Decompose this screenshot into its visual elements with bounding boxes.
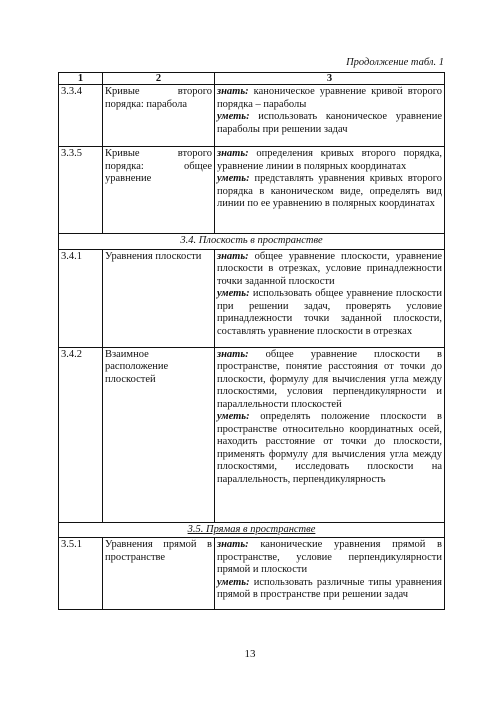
table-body — [59, 85, 445, 610]
table-row — [59, 249, 445, 347]
know-label: знать: — [217, 250, 249, 262]
can-block — [217, 173, 442, 211]
row-number: 3.4.2 — [59, 347, 103, 522]
table-row — [59, 147, 445, 234]
row-competences — [215, 347, 445, 522]
know-label: знать: — [217, 148, 249, 159]
row-number: 3.5.1 — [59, 538, 103, 610]
row-number: 3.3.5 — [59, 147, 103, 234]
table-row — [59, 85, 445, 147]
column-header-1: 1 — [59, 73, 103, 85]
can-label: уметь: — [217, 411, 250, 422]
row-competences — [215, 147, 445, 234]
know-label: знать: — [217, 348, 249, 360]
can-block — [217, 411, 442, 486]
row-topic: Кривые второго порядка: общее уравнение — [103, 147, 215, 234]
curriculum-table — [58, 72, 445, 610]
table-row — [59, 347, 445, 522]
can-text: использовать общее уравнение плоскости при решении задач, проверять условие принадлежности точки заданной плоскости, составлять уравнение плоскости в отрезках — [217, 288, 442, 337]
know-text: общее уравнение плоскости в пространстве, понятие расстояния от точки до плоскости, формулу для вычисления угла между плоскостями, условия перпендикулярности и параллельности плоскостей — [217, 348, 442, 410]
section-header-row — [59, 234, 445, 250]
table-row — [59, 538, 445, 610]
can-block — [217, 111, 442, 136]
can-label: уметь: — [217, 111, 250, 122]
row-topic: Уравнения прямой в пространстве — [103, 538, 215, 610]
row-competences — [215, 85, 445, 147]
know-label: знать: — [217, 86, 249, 97]
column-header-2: 2 — [103, 73, 215, 85]
know-text: каноническое уравнение кривой второго порядка – параболы — [217, 86, 442, 110]
can-label: уметь: — [217, 576, 250, 588]
section-header-row — [59, 522, 445, 538]
know-text: канонические уравнения прямой в пространстве, условие перпендикулярности прямой и плоскости — [217, 539, 442, 575]
can-label: уметь: — [217, 173, 250, 184]
know-block — [217, 251, 442, 289]
know-block — [217, 539, 442, 577]
know-block — [217, 86, 442, 111]
row-number: 3.3.4 — [59, 85, 103, 147]
know-block — [217, 148, 442, 173]
page-number: 13 — [244, 648, 256, 660]
can-block — [217, 577, 442, 602]
row-topic: Кривые второго порядка: парабола — [103, 85, 215, 147]
table-header-row — [59, 73, 445, 85]
know-label: знать: — [217, 539, 249, 550]
row-topic: Уравнения плоскости — [103, 249, 215, 347]
table-caption: Продолжение табл. 1 — [346, 57, 444, 68]
row-competences — [215, 249, 445, 347]
section-title-text: 3.5. Прямая в пространстве — [187, 523, 316, 535]
section-title — [59, 522, 445, 538]
know-block — [217, 349, 442, 412]
know-text: определения кривых второго порядка, уравнение линии в полярных координатах — [217, 148, 442, 172]
can-text: определять положение плоскости в пространстве относительно координатных осей, находить расстояние от точки до плоскости, применять формулу для вычисления угла между плоскостями, исследовать плоскости на параллельность, перпендикулярность — [217, 411, 442, 485]
can-block — [217, 288, 442, 338]
know-text: общее уравнение плоскости, уравнение плоскости в отрезках, условие принадлежности точки заданной плоскости — [217, 250, 442, 287]
can-text: представлять уравнения кривых второго порядка в каноническом виде, определять вид линии по ее уравнению в полярных координатах — [217, 173, 442, 209]
row-topic: Взаимное расположение плоскостей — [103, 347, 215, 522]
can-label: уметь: — [217, 288, 250, 299]
can-text: использовать каноническое уравнение параболы при решении задач — [217, 111, 442, 135]
section-title-text: 3.4. Плоскость в пространстве — [180, 235, 323, 246]
section-title — [59, 234, 445, 250]
row-competences — [215, 538, 445, 610]
row-number: 3.4.1 — [59, 249, 103, 347]
can-text: использовать различные типы уравнения прямой в пространстве при решении задач — [217, 576, 442, 600]
column-header-3: 3 — [215, 73, 445, 85]
